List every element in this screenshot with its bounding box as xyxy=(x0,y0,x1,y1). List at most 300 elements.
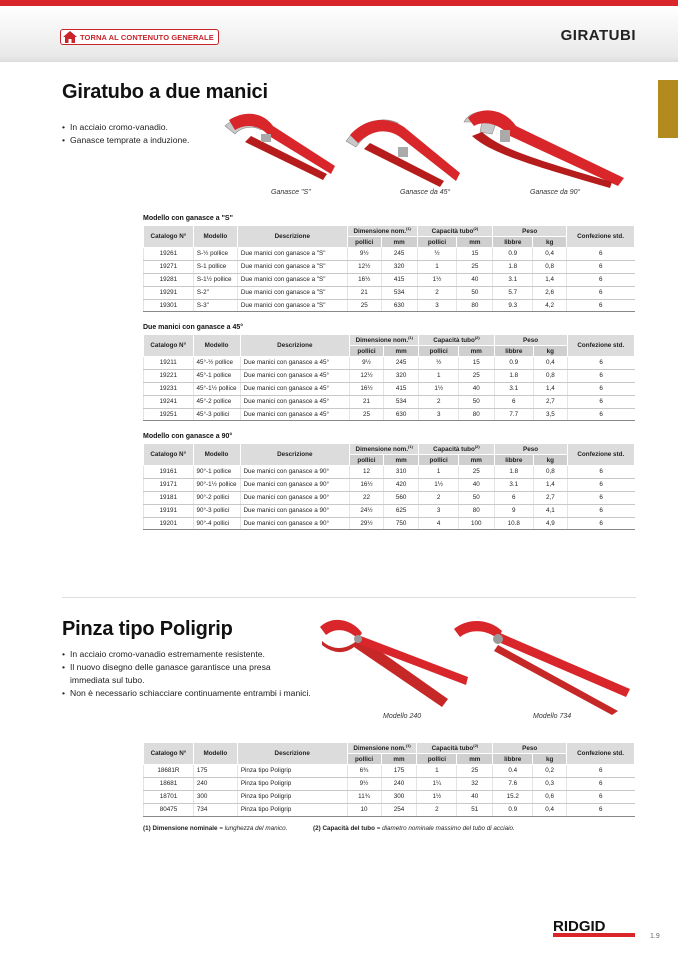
table-row xyxy=(144,395,635,408)
col-description: Descrizione xyxy=(240,444,350,466)
table-cell: 175 xyxy=(381,765,417,778)
table-row xyxy=(144,765,635,778)
table-cell: 3 xyxy=(417,299,457,312)
caption-model-734: Modello 734 xyxy=(533,713,572,720)
col-catalog: Catalogo N° xyxy=(144,444,194,466)
sub-pollici: pollici xyxy=(419,455,459,466)
table-cell: 7.7 xyxy=(494,408,534,421)
table-cell: 19171 xyxy=(144,478,194,491)
table-cell: 15 xyxy=(457,248,493,261)
table-cell: 19201 xyxy=(144,517,194,530)
table-cell: 19261 xyxy=(144,248,194,261)
table-cell: 0,3 xyxy=(533,777,567,790)
col-dimension: Dimensione nom.$^{(1)}$ xyxy=(350,335,419,346)
table-cell: 16½ xyxy=(350,478,384,491)
table-cell: 6 xyxy=(567,248,635,261)
table-header-row xyxy=(144,226,635,237)
table-cell: ½ xyxy=(419,357,459,370)
table-cell: 19211 xyxy=(144,357,194,370)
table-cell: 1.8 xyxy=(494,466,534,479)
table-row xyxy=(144,517,635,530)
table-cell: 0.9 xyxy=(493,803,533,816)
sub-libbre: libbre xyxy=(493,237,533,248)
section2-title: Pinza tipo Poligrip xyxy=(62,618,233,640)
table-cell: 245 xyxy=(381,248,417,261)
section-title: GIRATUBI xyxy=(560,27,636,44)
table-row xyxy=(144,286,635,299)
table-cell: 4 xyxy=(419,517,459,530)
bullet: • Non è necessario schiacciare continuamente entrambi i manici. xyxy=(62,687,312,700)
col-weight: Peso xyxy=(494,335,567,346)
table-cell: Pinza tipo Poligrip xyxy=(237,790,347,803)
table-cell: 0,4 xyxy=(533,248,567,261)
poligrip-pliers-images xyxy=(318,615,638,715)
table-cell: 6 xyxy=(567,382,634,395)
col-catalog: Catalogo N° xyxy=(144,226,194,248)
table-cell: 310 xyxy=(383,466,419,479)
table-cell: 11¾ xyxy=(347,790,381,803)
sub-pollici: pollici xyxy=(347,237,381,248)
table-cell: Due manici con ganasce a 45° xyxy=(240,357,350,370)
table-cell: 19221 xyxy=(144,369,194,382)
table-cell: 19161 xyxy=(144,466,194,479)
table-cell: 4,9 xyxy=(534,517,568,530)
table-cell: 19271 xyxy=(144,260,194,273)
sub-pollici: pollici xyxy=(350,346,384,357)
bullet: • Il nuovo disegno delle ganasce garantisce una presa immediata sul tubo. xyxy=(62,661,312,687)
table-cell: 6 xyxy=(567,395,634,408)
table-cell: 19191 xyxy=(144,504,194,517)
section-divider xyxy=(62,597,636,598)
sub-mm: mm xyxy=(383,346,419,357)
table-cell: 2 xyxy=(417,286,457,299)
back-to-contents-button[interactable] xyxy=(60,29,219,45)
table-cell: 1 xyxy=(419,369,459,382)
table-cell: 2,6 xyxy=(533,286,567,299)
table-cell: 50 xyxy=(457,286,493,299)
col-model: Modello xyxy=(193,335,240,357)
table-cell: 0,2 xyxy=(533,765,567,778)
table-cell: 245 xyxy=(383,357,419,370)
sub-kg: kg xyxy=(534,346,568,357)
sub-mm: mm xyxy=(383,455,419,466)
caption-s-jaw: Ganasce "S" xyxy=(271,189,311,196)
table-cell: 45°-1½ pollice xyxy=(193,382,240,395)
table-header-row xyxy=(144,444,635,455)
table-cell: 9 xyxy=(494,504,534,517)
table-cell: 80475 xyxy=(144,803,194,816)
table-cell: Due manici con ganasce a 90° xyxy=(240,504,350,517)
table-cell: 1½ xyxy=(419,382,459,395)
col-package: Confezione std. xyxy=(567,444,634,466)
col-package: Confezione std. xyxy=(567,335,634,357)
table-cell: 80 xyxy=(457,299,493,312)
table-cell: 0.4 xyxy=(493,765,533,778)
table-cell: Pinza tipo Poligrip xyxy=(237,803,347,816)
table-cell: 0.9 xyxy=(493,248,533,261)
table-cell: 3.1 xyxy=(493,273,533,286)
table-cell: 19301 xyxy=(144,299,194,312)
table-cell: 25 xyxy=(350,408,384,421)
col-weight: Peso xyxy=(493,226,567,237)
table-cell: 16½ xyxy=(350,382,384,395)
table-cell: 100 xyxy=(458,517,494,530)
col-capacity: Capacità tubo$^{(2)}$ xyxy=(419,335,494,346)
table-cell: 1½ xyxy=(419,478,459,491)
table-cell: 24½ xyxy=(350,504,384,517)
home-icon xyxy=(63,31,77,43)
table-cell: 1½ xyxy=(417,790,457,803)
sub-mm: mm xyxy=(457,237,493,248)
section1-bullets xyxy=(62,121,189,147)
table-cell: 40 xyxy=(457,790,493,803)
spec-table-90-jaw xyxy=(143,443,635,530)
col-dimension: Dimensione nom.$^{(1)}$ xyxy=(347,743,417,754)
table-cell: 1,4 xyxy=(533,273,567,286)
table-cell: 19181 xyxy=(144,491,194,504)
table-cell: 45°-2 pollice xyxy=(193,395,240,408)
table-cell: 12 xyxy=(350,466,384,479)
sub-pollici: pollici xyxy=(419,346,459,357)
table-cell: 300 xyxy=(381,790,417,803)
caption-90-jaw: Ganasce da 90° xyxy=(530,189,581,196)
spec-table-s-jaw xyxy=(143,225,635,312)
table-row xyxy=(144,491,635,504)
table-cell: 1.8 xyxy=(493,260,533,273)
table-cell: 15 xyxy=(458,357,494,370)
table-cell: 3 xyxy=(419,504,459,517)
table-cell: 5.7 xyxy=(493,286,533,299)
pipe-wrench-images xyxy=(215,108,635,188)
table-cell: 18681R xyxy=(144,765,194,778)
table-cell: 1¼ xyxy=(417,777,457,790)
table-cell: 240 xyxy=(193,777,237,790)
table-cell: 1 xyxy=(419,466,459,479)
table-cell: 1½ xyxy=(417,273,457,286)
table-cell: Due manici con ganasce a 90° xyxy=(240,466,350,479)
table-cell: 6 xyxy=(567,286,635,299)
table-cell: 6 xyxy=(567,357,634,370)
table-cell: 6 xyxy=(567,765,635,778)
table-cell: 254 xyxy=(381,803,417,816)
table-cell: 6 xyxy=(567,273,635,286)
table-cell: 6 xyxy=(567,408,634,421)
table-cell: 19291 xyxy=(144,286,194,299)
table-cell: 240 xyxy=(381,777,417,790)
90-jaw-wrench-image xyxy=(464,110,624,188)
table-cell: 6 xyxy=(567,803,635,816)
sub-mm: mm xyxy=(381,754,417,765)
table-cell: 0,8 xyxy=(534,466,568,479)
table-row xyxy=(144,504,635,517)
table-cell: 0,8 xyxy=(533,260,567,273)
table-cell: 90°-1½ pollice xyxy=(193,478,240,491)
table1-title: Modello con ganasce a "S" xyxy=(143,215,233,222)
bullet: • Ganasce temprate a induzione. xyxy=(62,134,189,147)
poligrip-734-image xyxy=(454,621,630,715)
table-cell: Due manici con ganasce a 45° xyxy=(240,369,350,382)
col-catalog: Catalogo N° xyxy=(144,335,194,357)
table-cell: 415 xyxy=(383,382,419,395)
table-row xyxy=(144,478,635,491)
table-cell: 10.8 xyxy=(494,517,534,530)
table-cell: 45°-½ pollice xyxy=(193,357,240,370)
table-cell: 50 xyxy=(458,491,494,504)
table-cell: 12½ xyxy=(347,260,381,273)
table-cell: 3.1 xyxy=(494,382,534,395)
table-cell: 4,1 xyxy=(534,504,568,517)
footnote-2-text: = diametro nominale massimo del tubo di acciaio. xyxy=(374,825,515,832)
table-cell: Due manici con ganasce a 90° xyxy=(240,491,350,504)
col-description: Descrizione xyxy=(240,335,350,357)
table-cell: 2 xyxy=(419,491,459,504)
table-cell: 1 xyxy=(417,765,457,778)
footnote-1-text: = lunghezza del manico. xyxy=(217,825,288,832)
table-cell: Due manici con ganasce a "S" xyxy=(237,299,347,312)
table-cell: 50 xyxy=(458,395,494,408)
table-cell: 19231 xyxy=(144,382,194,395)
table-cell: 2 xyxy=(419,395,459,408)
table-cell: 25 xyxy=(458,369,494,382)
spec-table-45-jaw xyxy=(143,334,635,421)
table-cell: 3.1 xyxy=(494,478,534,491)
table-cell: 18701 xyxy=(144,790,194,803)
logo-text: RIDGID xyxy=(553,918,606,935)
table-cell: Due manici con ganasce a 90° xyxy=(240,517,350,530)
bullet: • In acciaio cromo-vanadio. xyxy=(62,121,189,134)
table-cell: 320 xyxy=(383,369,419,382)
table-cell: 2,7 xyxy=(534,491,568,504)
table-cell: 6 xyxy=(567,790,635,803)
45-jaw-wrench-image xyxy=(346,120,460,187)
table-cell: 80 xyxy=(458,504,494,517)
table-cell: 6 xyxy=(494,395,534,408)
col-model: Modello xyxy=(193,743,237,765)
table-cell: Due manici con ganasce a "S" xyxy=(237,273,347,286)
table-cell: 420 xyxy=(383,478,419,491)
table-row xyxy=(144,299,635,312)
chapter-tab[interactable] xyxy=(658,80,678,138)
table-header-row xyxy=(144,743,635,754)
table-row xyxy=(144,273,635,286)
table-cell: 2 xyxy=(417,803,457,816)
table-cell: S-3" xyxy=(193,299,237,312)
table-cell: 12½ xyxy=(350,369,384,382)
table-cell: 32 xyxy=(457,777,493,790)
sub-pollici: pollici xyxy=(417,754,457,765)
section1-title: Giratubo a due manici xyxy=(62,81,268,103)
table-cell: Due manici con ganasce a "S" xyxy=(237,248,347,261)
table-cell: 6 xyxy=(567,478,634,491)
table-row xyxy=(144,408,635,421)
table-cell: 90°-4 pollici xyxy=(193,517,240,530)
table-cell: 19241 xyxy=(144,395,194,408)
table-cell: 534 xyxy=(381,286,417,299)
table-cell: 6¾ xyxy=(347,765,381,778)
table-cell: 6 xyxy=(567,260,635,273)
ridgid-logo xyxy=(553,917,635,937)
sub-mm: mm xyxy=(458,346,494,357)
table-cell: 80 xyxy=(458,408,494,421)
col-catalog: Catalogo N° xyxy=(144,743,194,765)
table-cell: 734 xyxy=(193,803,237,816)
table-cell: 3,5 xyxy=(534,408,568,421)
table-cell: 9½ xyxy=(350,357,384,370)
table-cell: 16½ xyxy=(347,273,381,286)
table-cell: 750 xyxy=(383,517,419,530)
table-cell: 6 xyxy=(567,777,635,790)
table-cell: 1,4 xyxy=(534,478,568,491)
sub-libbre: libbre xyxy=(494,346,534,357)
table-cell: 0,4 xyxy=(534,357,568,370)
table-cell: 21 xyxy=(350,395,384,408)
page-number: 1.9 xyxy=(650,933,660,940)
table-cell: 415 xyxy=(381,273,417,286)
section2-bullets xyxy=(62,648,312,700)
footnote-2 xyxy=(313,825,515,832)
table-cell: 1 xyxy=(417,260,457,273)
col-capacity: Capacità tubo$^{(2)}$ xyxy=(417,743,493,754)
sub-mm: mm xyxy=(381,237,417,248)
table-cell: 0,6 xyxy=(533,790,567,803)
table-cell: S-½ pollice xyxy=(193,248,237,261)
col-capacity: Capacità tubo$^{(2)}$ xyxy=(417,226,493,237)
table-cell: 9.3 xyxy=(493,299,533,312)
table-cell: 6 xyxy=(567,504,634,517)
table-cell: 625 xyxy=(383,504,419,517)
table-row xyxy=(144,803,635,816)
table-row xyxy=(144,466,635,479)
table-cell: 6 xyxy=(567,369,634,382)
table-cell: 29½ xyxy=(350,517,384,530)
table-cell: 7.6 xyxy=(493,777,533,790)
s-jaw-wrench-image xyxy=(225,114,335,180)
sub-kg: kg xyxy=(534,455,568,466)
table-row xyxy=(144,382,635,395)
spec-table-poligrip xyxy=(143,742,635,817)
table-cell: Due manici con ganasce a 45° xyxy=(240,395,350,408)
table-cell: 90°-1 pollice xyxy=(193,466,240,479)
back-link-label: TORNA AL CONTENUTO GENERALE xyxy=(80,32,214,42)
table-row xyxy=(144,248,635,261)
table-cell: 1.8 xyxy=(494,369,534,382)
table-cell: 6 xyxy=(494,491,534,504)
table-cell: 6 xyxy=(567,299,635,312)
table-cell: 1,4 xyxy=(534,382,568,395)
footnote-1-label: (1) Dimensione nominale xyxy=(143,825,218,832)
table-row xyxy=(144,260,635,273)
table-cell: 10 xyxy=(347,803,381,816)
table-cell: 630 xyxy=(383,408,419,421)
table3-title: Modello con ganasce a 90° xyxy=(143,433,233,440)
table-cell: 0,8 xyxy=(534,369,568,382)
footnote-2-label: (2) Capacità del tubo xyxy=(313,825,375,832)
col-capacity: Capacità tubo$^{(2)}$ xyxy=(419,444,494,455)
table-cell: 25 xyxy=(457,260,493,273)
table-cell: 25 xyxy=(347,299,381,312)
col-dimension: Dimensione nom.$^{(1)}$ xyxy=(347,226,417,237)
table-cell: Pinza tipo Poligrip xyxy=(237,765,347,778)
col-model: Modello xyxy=(193,226,237,248)
sub-pollici: pollici xyxy=(347,754,381,765)
table-cell: 0,4 xyxy=(533,803,567,816)
table-cell: 40 xyxy=(457,273,493,286)
table-cell: 9½ xyxy=(347,777,381,790)
table-cell: 25 xyxy=(458,466,494,479)
sub-pollici: pollici xyxy=(417,237,457,248)
table-cell: 6 xyxy=(567,491,634,504)
table-cell: Due manici con ganasce a 90° xyxy=(240,478,350,491)
table-cell: 40 xyxy=(458,382,494,395)
table-cell: 534 xyxy=(383,395,419,408)
col-weight: Peso xyxy=(493,743,567,754)
table-cell: Due manici con ganasce a 45° xyxy=(240,408,350,421)
col-weight: Peso xyxy=(494,444,567,455)
sub-mm: mm xyxy=(458,455,494,466)
table-cell: Pinza tipo Poligrip xyxy=(237,777,347,790)
table-cell: 6 xyxy=(567,517,634,530)
table-cell: Due manici con ganasce a "S" xyxy=(237,286,347,299)
table-cell: 22 xyxy=(350,491,384,504)
table-cell: 45°-3 pollici xyxy=(193,408,240,421)
table-cell: 19281 xyxy=(144,273,194,286)
caption-45-jaw: Ganasce da 45° xyxy=(400,189,451,196)
sub-mm: mm xyxy=(457,754,493,765)
table-cell: 9½ xyxy=(347,248,381,261)
table-cell: 630 xyxy=(381,299,417,312)
table-cell: S-1 pollice xyxy=(193,260,237,273)
caption-model-240: Modello 240 xyxy=(383,713,422,720)
sub-libbre: libbre xyxy=(493,754,533,765)
col-model: Modello xyxy=(193,444,240,466)
sub-pollici: pollici xyxy=(350,455,384,466)
table-cell: 320 xyxy=(381,260,417,273)
table2-title: Due manici con ganasce a 45° xyxy=(143,324,244,331)
table-cell: S-2" xyxy=(193,286,237,299)
col-description: Descrizione xyxy=(237,743,347,765)
table-row xyxy=(144,777,635,790)
table-row xyxy=(144,357,635,370)
bullet: • In acciaio cromo-vanadio estremamente resistente. xyxy=(62,648,312,661)
table-cell: S-1½ pollice xyxy=(193,273,237,286)
footnote-1 xyxy=(143,825,287,832)
table-cell: ½ xyxy=(417,248,457,261)
col-package: Confezione std. xyxy=(567,743,635,765)
table-cell: 21 xyxy=(347,286,381,299)
table-cell: 19251 xyxy=(144,408,194,421)
col-dimension: Dimensione nom.$^{(1)}$ xyxy=(350,444,419,455)
table-cell: 18681 xyxy=(144,777,194,790)
table-cell: 0.9 xyxy=(494,357,534,370)
col-package: Confezione std. xyxy=(567,226,635,248)
table-cell: 6 xyxy=(567,466,634,479)
table-cell: 300 xyxy=(193,790,237,803)
table-cell: 2,7 xyxy=(534,395,568,408)
table-cell: Due manici con ganasce a 45° xyxy=(240,382,350,395)
poligrip-240-image xyxy=(320,620,468,707)
col-description: Descrizione xyxy=(237,226,347,248)
sub-kg: kg xyxy=(533,754,567,765)
table-cell: 560 xyxy=(383,491,419,504)
table-cell: 25 xyxy=(457,765,493,778)
table-cell: 51 xyxy=(457,803,493,816)
table-row xyxy=(144,790,635,803)
table-cell: 175 xyxy=(193,765,237,778)
table-row xyxy=(144,369,635,382)
table-header-row xyxy=(144,335,635,346)
sub-libbre: libbre xyxy=(494,455,534,466)
table-cell: 4,2 xyxy=(533,299,567,312)
